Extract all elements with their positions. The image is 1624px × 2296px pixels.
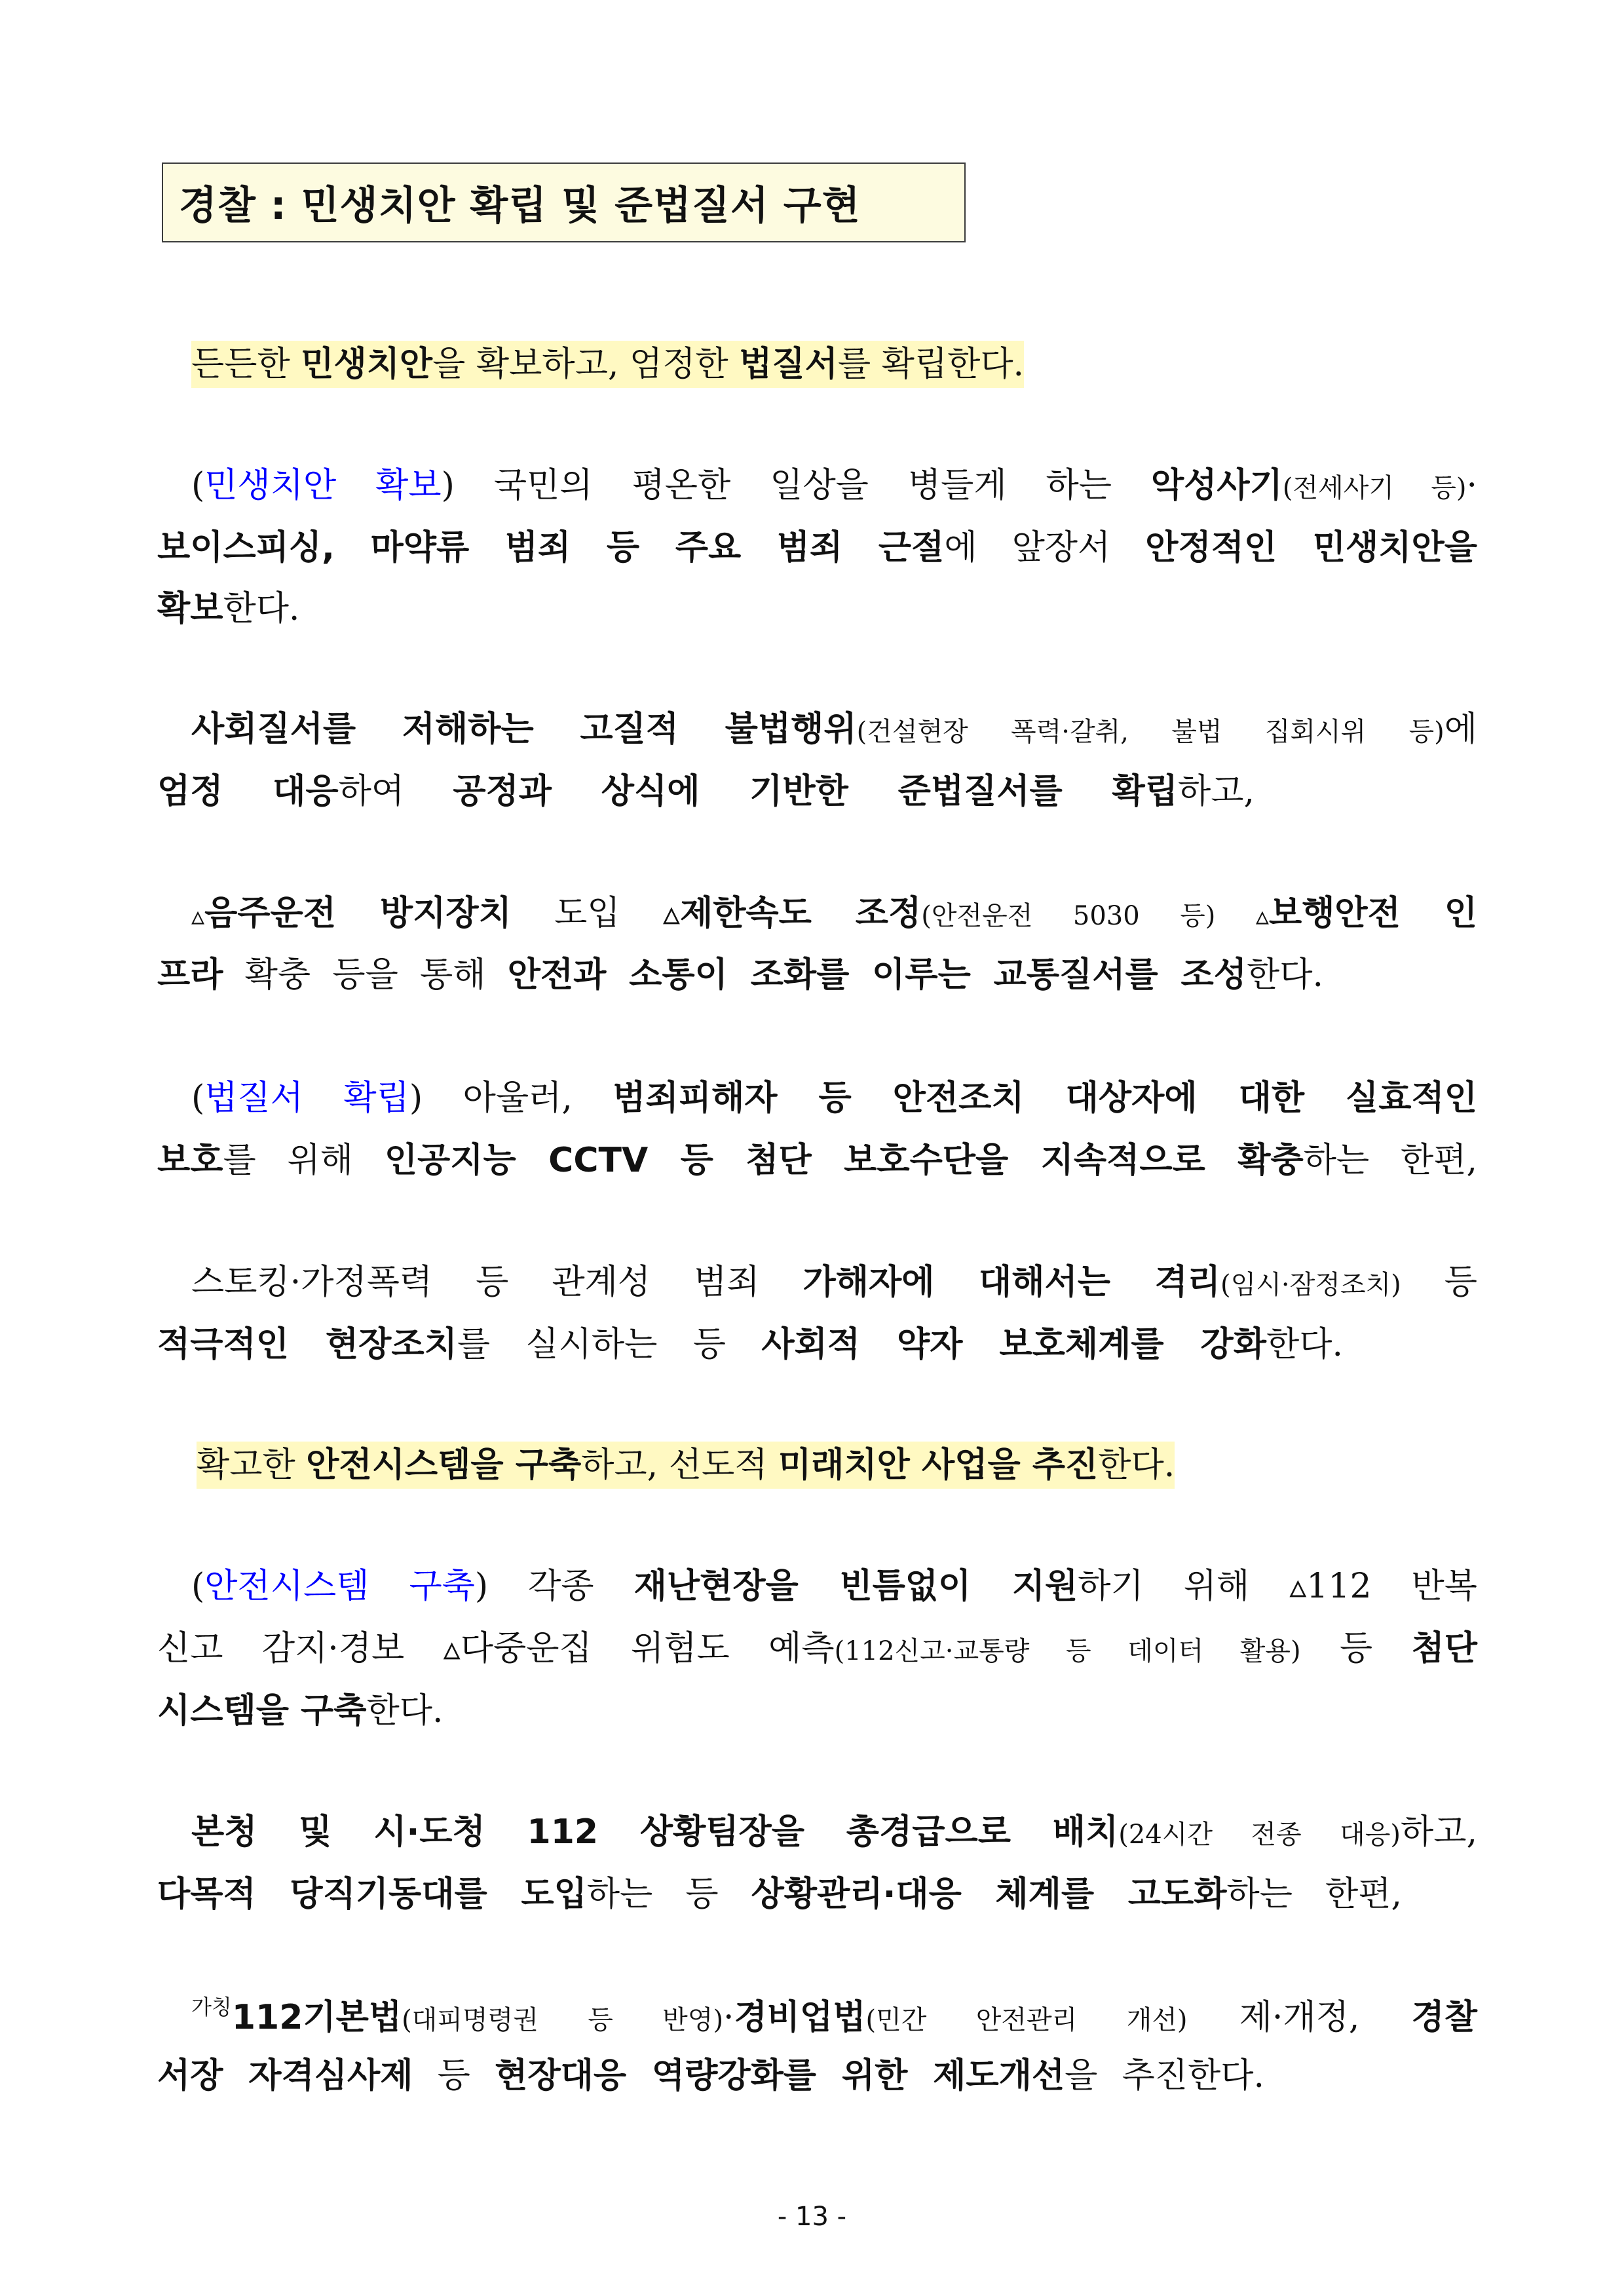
- text: 하는 등: [586, 1875, 751, 1914]
- paragraph-1-line-2: [157, 528, 1477, 567]
- topic-label: 안전시스템 구축: [204, 1567, 475, 1606]
- heading-1: [191, 345, 1511, 384]
- paragraph-5-line-2: [157, 1325, 1343, 1364]
- emphasis: 첨단: [1411, 1629, 1477, 1668]
- text: 한다.: [1247, 955, 1323, 995]
- heading-2-keyword: 안전시스템을 구축: [306, 1445, 582, 1485]
- emphasis: 본청 및 시·도청 112 상황팀장을 총경급으로 배치: [191, 1812, 1119, 1852]
- text: (: [191, 1079, 205, 1118]
- topic-label: 법질서 확립: [204, 1079, 409, 1118]
- emphasis: 음주운전 방지장치: [204, 894, 512, 933]
- note: (24시간 전종 대응): [1118, 1820, 1401, 1850]
- heading-2: [197, 1445, 1517, 1485]
- text: 등: [413, 2056, 495, 2095]
- paragraph-1-line-1: [191, 466, 1477, 505]
- paragraph-6-line-2: [157, 1629, 1477, 1668]
- note: (민간 안전관리 개선): [865, 2005, 1188, 2035]
- note: (112신고·교통량 등 데이터 활용): [834, 1636, 1301, 1666]
- emphasis: 다목적 당직기동대를 도입: [157, 1875, 587, 1914]
- emphasis: 보호: [157, 1141, 223, 1180]
- emphasis: 프라: [157, 955, 223, 995]
- text: ) 각종: [474, 1567, 634, 1606]
- text: 하는 한편,: [1303, 1141, 1477, 1180]
- note: (임시·잠정조치): [1220, 1270, 1401, 1300]
- emphasis: 서장 자격심사제: [157, 2056, 413, 2095]
- text: ) 아울러,: [409, 1079, 613, 1118]
- heading-1-text: 든든한: [191, 345, 301, 384]
- heading-1-keyword: 법질서: [739, 345, 838, 384]
- section-title: 경찰 : 민생치안 확립 및 준법질서 구현: [162, 163, 966, 242]
- paragraph-5-line-1: [191, 1263, 1477, 1302]
- text: ·: [1466, 466, 1477, 505]
- emphasis: 공정과 상식에 기반한 준법질서를 확립: [453, 772, 1178, 811]
- emphasis: 제한속도 조정: [679, 894, 922, 933]
- note: (건설현장 폭력·갈취, 불법 집회시위 등): [856, 717, 1445, 747]
- text: 제·개정,: [1187, 1998, 1412, 2037]
- paragraph-2-line-1: [191, 710, 1477, 749]
- emphasis: 범죄피해자 등 안전조치 대상자에 대한 실효적인: [613, 1079, 1477, 1118]
- emphasis: 재난현장을 빈틈없이 지원: [633, 1567, 1078, 1606]
- emphasis: 보이스피싱, 마약류 범죄 등 주요 범죄 근절: [157, 528, 945, 567]
- heading-1-keyword: 민생치안: [301, 345, 433, 384]
- paragraph-6-line-3: [157, 1691, 1477, 1731]
- triangle-bullet-icon: ▵: [191, 901, 205, 931]
- emphasis: 경찰: [1411, 1998, 1477, 2037]
- emphasis: 가해자에 대해서는 격리: [803, 1263, 1220, 1302]
- text: 하고,: [1401, 1812, 1477, 1852]
- emphasis: 112기본법: [231, 1998, 402, 2037]
- paragraph-8-line-1: [191, 1997, 1477, 2035]
- emphasis: 엄정 대응: [157, 772, 339, 811]
- text: 도입 ▵: [511, 894, 680, 933]
- emphasis: 상황관리·대응 체계를 고도화: [751, 1875, 1227, 1914]
- emphasis: 안전과 소통이 조화를 이루는 교통질서를 조성: [507, 955, 1247, 995]
- heading-2-text: 확고한: [197, 1445, 307, 1485]
- text: 한다.: [1266, 1325, 1343, 1364]
- note: (대피명령권 등 반영): [402, 2005, 724, 2035]
- paragraph-6-line-1: [191, 1567, 1477, 1606]
- paragraph-1-line-3: [157, 589, 1477, 628]
- emphasis: 안정적인 민생치안을: [1145, 528, 1477, 567]
- superscript-note: 가칭: [191, 1995, 232, 2019]
- text: 을 추진한다.: [1065, 2056, 1264, 2095]
- text: 신고 감지·경보 ▵다중운집 위험도 예측: [157, 1629, 835, 1668]
- note: (전세사기 등): [1282, 473, 1467, 503]
- text: 등: [1300, 1629, 1412, 1668]
- paragraph-3-line-1: [191, 894, 1477, 933]
- text: 를 위해: [223, 1141, 385, 1180]
- emphasis: 인공지능 CCTV 등 첨단 보호수단을 지속적으로 확충: [384, 1141, 1304, 1180]
- text: 등: [1401, 1263, 1477, 1302]
- emphasis: 악성사기: [1150, 466, 1283, 505]
- topic-label: 민생치안 확보: [204, 466, 442, 505]
- emphasis: 보행안전 인: [1268, 894, 1477, 933]
- heading-2-keyword: 미래치안 사업을 추진: [778, 1445, 1099, 1485]
- emphasis: 시스템을 구축: [157, 1691, 367, 1731]
- text: 하기 위해 ▵112 반복: [1078, 1567, 1477, 1606]
- emphasis: 경비업법: [734, 1998, 866, 2037]
- text: 한다.: [223, 589, 300, 628]
- paragraph-7-line-2: [157, 1875, 1402, 1914]
- page-number: - 13 -: [777, 2202, 847, 2232]
- emphasis: 적극적인 현장조치: [157, 1325, 457, 1364]
- text: 에 앞장서: [944, 528, 1146, 567]
- text: 스토킹·가정폭력 등 관계성 범죄: [191, 1263, 803, 1302]
- text: (: [191, 466, 205, 505]
- emphasis: 사회적 약자 보호체계를 강화: [761, 1325, 1266, 1364]
- paragraph-3-line-2: [157, 955, 1323, 995]
- text: 하는 한편,: [1226, 1875, 1402, 1914]
- heading-2-text: 하고, 선도적: [581, 1445, 778, 1485]
- emphasis: 확보: [157, 589, 223, 628]
- paragraph-7-line-1: [191, 1812, 1477, 1852]
- heading-2-text: 한다.: [1098, 1445, 1175, 1485]
- text: ·: [723, 1998, 734, 2037]
- paragraph-4-line-2: [157, 1141, 1477, 1180]
- paragraph-8-line-2: [157, 2056, 1264, 2095]
- paragraph-4-line-1: [191, 1079, 1477, 1118]
- text: 하고,: [1177, 772, 1255, 811]
- emphasis: 현장대응 역량강화를 위한 제도개선: [495, 2056, 1065, 2095]
- text: 를 실시하는 등: [457, 1325, 762, 1364]
- text: 에: [1444, 710, 1477, 749]
- heading-1-text: 를 확립한다.: [837, 345, 1025, 384]
- text: 하여: [338, 772, 453, 811]
- paragraph-2-line-2: [157, 772, 1255, 811]
- text: 한다.: [366, 1691, 444, 1731]
- emphasis: 사회질서를 저해하는 고질적 불법행위: [191, 710, 857, 749]
- text: ) 국민의 평온한 일상을 병들게 하는: [441, 466, 1151, 505]
- heading-1-text: 을 확보하고, 엄정한: [432, 345, 740, 384]
- text: (: [191, 1567, 205, 1606]
- text: 확충 등을 통해: [223, 955, 508, 995]
- note: (안전운전 5030 등) ▵: [921, 901, 1269, 931]
